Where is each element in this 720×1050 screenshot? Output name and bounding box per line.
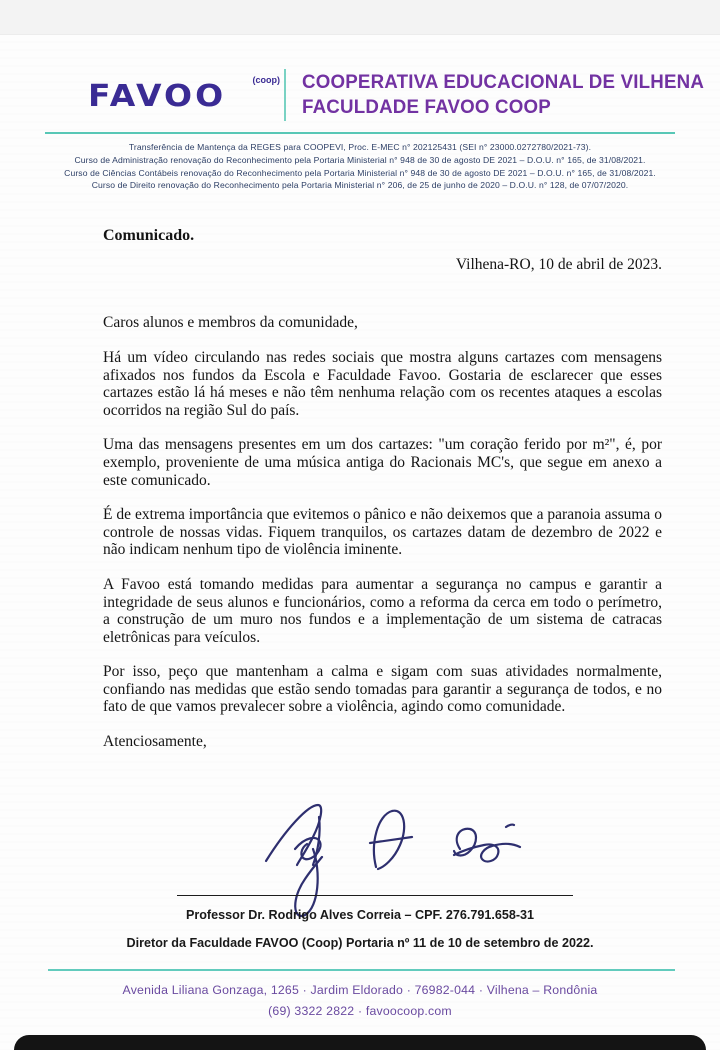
letterhead (88, 69, 705, 121)
footer-address: Avenida Liliana Gonzaga, 1265 · Jardim Eldorado · 76982-044 · Vilhena – Rondônia (122, 983, 598, 997)
letter-footer (0, 969, 720, 1022)
device-bottom-bar (14, 1035, 706, 1050)
favoo-logo (88, 74, 280, 113)
accreditation-line-4: Curso de Direito renovação do Reconhecimento pela Portaria Ministerial n° 206, de 25 de junho de 2020 – D.O.U. n° 128, de 07/07/2020. (91, 180, 629, 191)
institution-title (302, 70, 704, 120)
letter-paragraph-3: É de extrema importância que evitemos o pânico e não deixemos que a paranoia assuma o controle de nossas vidas. Fiquem tranquilos, os cartazes datam de dezembro de 2022 e não indicam nenhum tipo de violência iminente. (103, 506, 662, 559)
letter-paragraph-1: Há um vídeo circulando nas redes sociais que mostra alguns cartazes com mensagens afixados nos fundos da Escola e Faculdade Favoo. Gostaria de esclarecer que esses cartazes estão lá há meses e não têm nenhuma relação com os recentes ataques a escolas ocorridos na região Sul do país. (103, 348, 662, 419)
letter-salutation: Caros alunos e membros da comunidade, (103, 314, 358, 332)
screenshot-top-band (0, 0, 720, 35)
signature-rule (177, 895, 573, 896)
footer-contact: (69) 3322 2822 · favoocoop.com (268, 1004, 452, 1018)
letter-page (0, 35, 720, 1050)
letter-dateline: Vilhena-RO, 10 de abril de 2023. (455, 255, 662, 273)
footer-text (0, 980, 720, 1022)
accreditation-line-3: Curso de Ciências Contábeis renovação do Reconhecimento pela Portaria Ministerial n° 948 de 30 de agosto DE 2021 – D.O.U. n° 165, de 31/08/2021. (64, 167, 656, 178)
signer-name: Professor Dr. Rodrigo Alves Correia – CPF. 276.791.658-31 (185, 908, 535, 922)
letter-body (103, 227, 662, 750)
accreditation-notes (0, 141, 720, 192)
header-rule (45, 132, 675, 134)
institution-title-line1: COOPERATIVA EDUCACIONAL DE VILHENA (302, 71, 705, 93)
letter-closing: Atenciosamente, (103, 733, 207, 751)
header-vertical-divider (284, 69, 286, 121)
favoo-logo-wordmark: FAVOO (88, 77, 227, 113)
accreditation-line-1: Transferência de Mantença da REGES para COOPEVI, Proc. E-MEC n° 202125431 (SEI n° 23000.0272780/2021-73). (128, 142, 592, 152)
accreditation-line-2: Curso de Administração renovação do Reconhecimento pela Portaria Ministerial n° 948 de 30 de agosto DE 2021 – D.O.U. n° 165, de 31/08/2021. (74, 154, 646, 165)
signer-title: Diretor da Faculdade FAVOO (Coop) Portaria nº 11 de 10 de setembro de 2022. (126, 936, 594, 950)
letter-paragraph-2: Uma das mensagens presentes em um dos cartazes: "um coração ferido por m²", é, por exemplo, proveniente de uma música antiga do Racionais MC's, que segue em anexo a este comunicado. (103, 436, 662, 489)
letter-paragraph-5: Por isso, peço que mantenham a calma e sigam com suas atividades normalmente, confiando nas medidas que estão sendo tomadas para garantir a segurança de todos, e no fato de que vamos prevalecer sobre a violência, agindo como comunidade. (103, 663, 662, 716)
signature-block (0, 795, 720, 970)
favoo-logo-coop-superscript: (coop) (252, 74, 280, 85)
institution-title-line2: FACULDADE FAVOO COOP (302, 96, 551, 118)
letter-heading: Comunicado. (103, 227, 195, 245)
letter-paragraph-4: A Favoo está tomando medidas para aumentar a segurança no campus e garantir a integridade de seus alunos e funcionários, como a reforma da cerca em todo o perímetro, a construção de um muro nos fundos e a implementação de um sistema de catracas eletrônicas para veículos. (103, 575, 662, 646)
footer-rule (48, 969, 675, 971)
